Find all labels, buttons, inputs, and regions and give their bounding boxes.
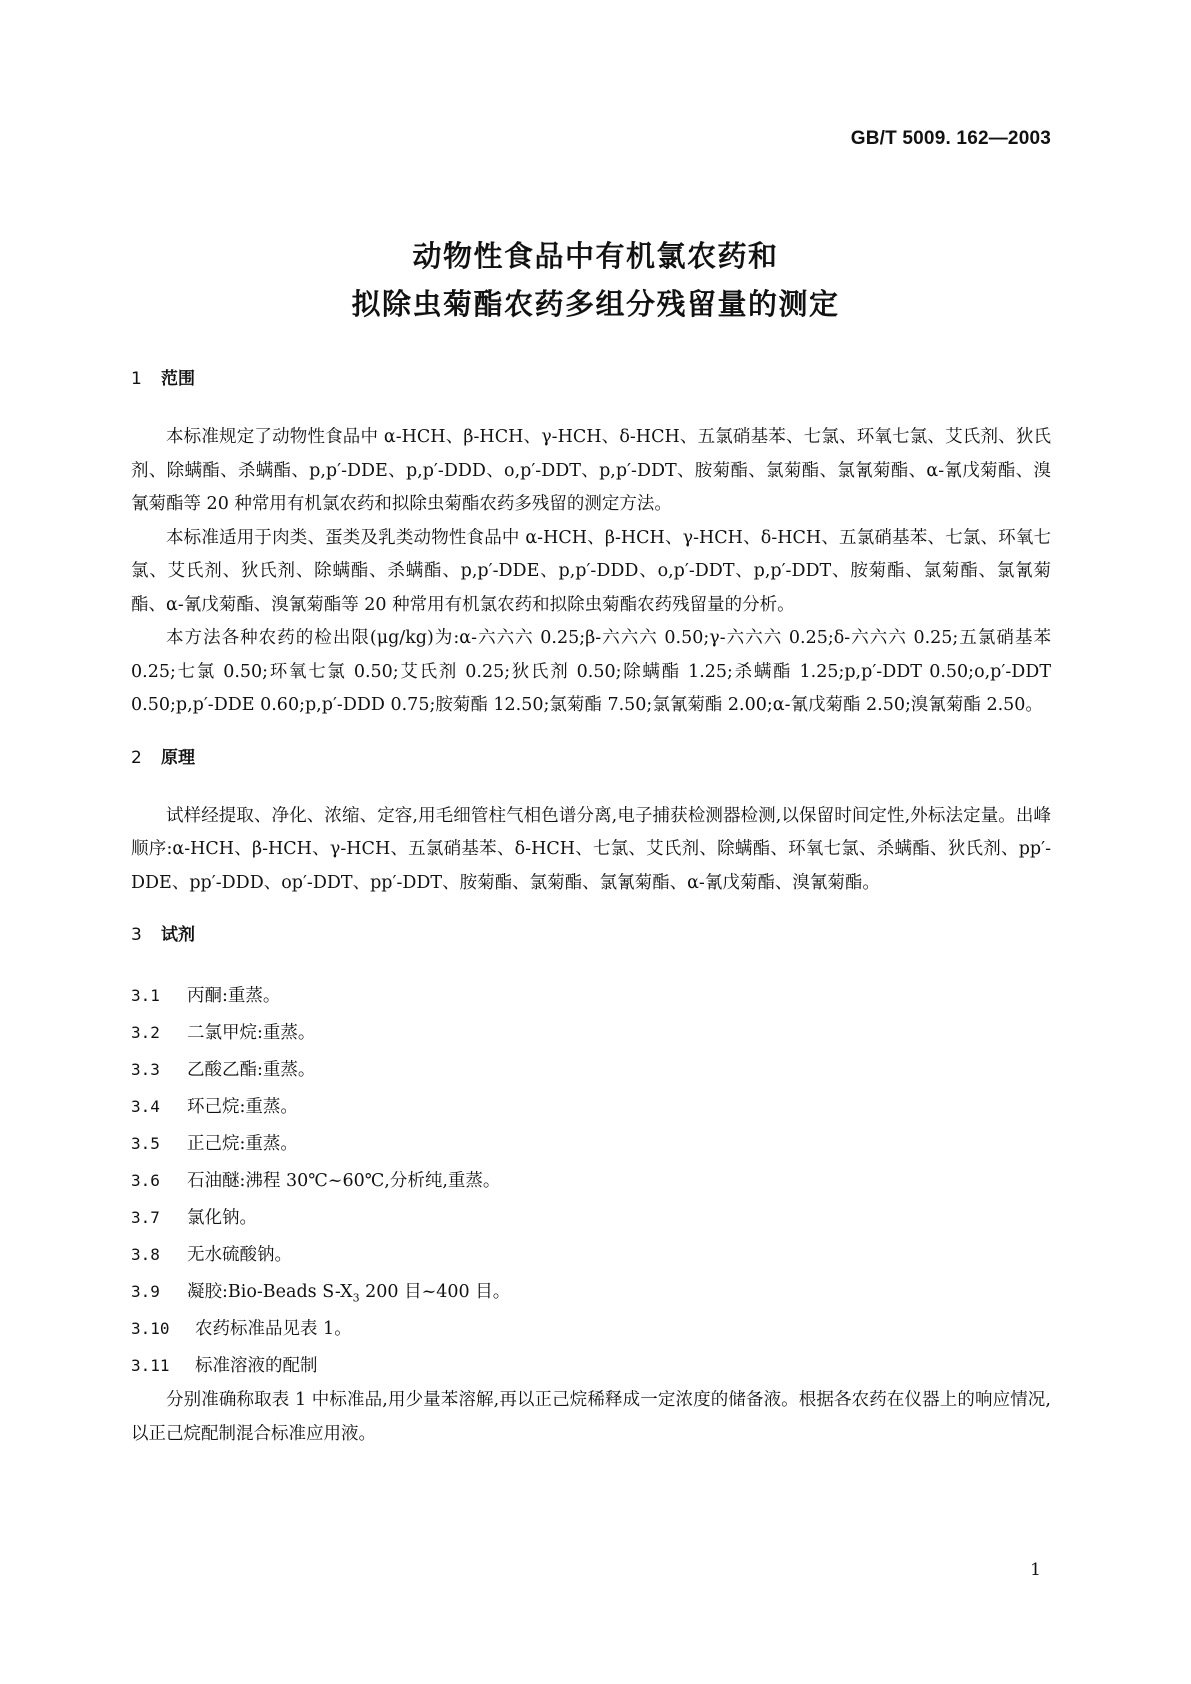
item-text: 石油醚:沸程 30℃~60℃,分析纯,重蒸。 [187, 1171, 501, 1191]
item-number: 3.2 [131, 1023, 160, 1042]
reagent-item [131, 1125, 1051, 1162]
reagent-item [131, 1347, 1051, 1384]
section-number: 2 [131, 747, 142, 768]
item-number: 3.3 [131, 1060, 160, 1079]
principle-paragraph: 试样经提取、净化、浓缩、定容,用毛细管柱气相色谱分离,电子捕获检测器检测,以保留时间定性,外标法定量。出峰顺序:α-HCH、β-HCH、γ-HCH、五氯硝基苯、δ-HCH、七氯、艾氏剂、除螨酯、环氧七氯、杀螨酯、狄氏剂、pp′-DDE、pp′-DDD、op′-DDT、pp′-DDT、胺菊酯、氯菊酯、氯氰菊酯、α-氰戊菊酯、溴氰菊酯。 [131, 805, 1051, 893]
item-text: 乙酸乙酯:重蒸。 [187, 1060, 316, 1080]
reagent-item [131, 1162, 1051, 1199]
reagent-item [131, 1310, 1051, 1347]
reagent-item [131, 977, 1051, 1014]
item-number: 3.10 [131, 1319, 170, 1338]
reagent-item [131, 1199, 1051, 1236]
section-title: 试剂 [161, 925, 195, 945]
item-text-subscript: 3 [352, 1291, 360, 1305]
title-line-2: 拟除虫菊酯农药多组分残留量的测定 [351, 287, 840, 321]
item-number: 3.9 [131, 1282, 160, 1301]
reagents-final-paragraph: 分别准确称取表 1 中标准品,用少量苯溶解,再以正己烷稀释成一定浓度的储备液。根据各农药在仪器上的响应情况,以正己烷配制混合标准应用液。 [131, 1390, 1051, 1444]
item-text: 农药标准品见表 1。 [195, 1319, 352, 1339]
item-text: 氯化钠。 [187, 1208, 257, 1228]
reagent-item [131, 1236, 1051, 1273]
reagent-item [131, 1088, 1051, 1125]
item-number: 3.7 [131, 1208, 160, 1227]
reagent-item [131, 1051, 1051, 1088]
item-number: 3.6 [131, 1171, 160, 1190]
item-text: 丙酮:重蒸。 [187, 986, 281, 1006]
section-heading-principle [131, 744, 1051, 772]
item-text-main: 凝胶:Bio-Beads S-X [187, 1282, 353, 1302]
section-heading-reagents [131, 921, 1051, 949]
scope-paragraph-1: 本标准规定了动物性食品中 α-HCH、β-HCH、γ-HCH、δ-HCH、五氯硝基苯、七氯、环氧七氯、艾氏剂、狄氏剂、除螨酯、杀螨酯、p,p′-DDE、p,p′-DDD、o,p′-DDT、p,p′-DDT、胺菊酯、氯菊酯、氯氰菊酯、α-氰戊菊酯、溴氰菊酯等 20 种常用有机氯农药和拟除虫菊酯农药多残留的测定方法。 [131, 427, 1051, 514]
item-text: 环己烷:重蒸。 [187, 1097, 298, 1117]
document-body [131, 365, 1051, 1451]
document-title [0, 232, 1191, 328]
section-title: 范围 [161, 369, 195, 389]
item-number: 3.5 [131, 1134, 160, 1153]
reagent-item [131, 1273, 1051, 1310]
item-text [187, 1282, 511, 1305]
page-number: 1 [1030, 1560, 1041, 1580]
item-number: 3.11 [131, 1356, 170, 1375]
item-text: 正己烷:重蒸。 [187, 1134, 298, 1154]
section-number: 1 [131, 369, 142, 389]
reagent-item [131, 1014, 1051, 1051]
item-text: 二氯甲烷:重蒸。 [187, 1023, 316, 1043]
scope-paragraph-2: 本标准适用于肉类、蛋类及乳类动物性食品中 α-HCH、β-HCH、γ-HCH、δ-HCH、五氯硝基苯、七氯、环氧七氯、艾氏剂、狄氏剂、除螨酯、杀螨酯、p,p′-DDE、p,p′-DDD、o,p′-DDT、p,p′-DDT、胺菊酯、氯菊酯、氯氰菊酯、α-氰戊菊酯、溴氰菊酯等 20 种常用有机氯农药和拟除虫菊酯农药残留量的分析。 [131, 527, 1051, 615]
section-number: 3 [131, 925, 142, 945]
item-number: 3.8 [131, 1245, 160, 1264]
item-number: 3.4 [131, 1097, 160, 1116]
item-text: 标准溶液的配制 [195, 1356, 318, 1376]
scope-paragraph-3: 本方法各种农药的检出限(μg/kg)为:α-六六六 0.25;β-六六六 0.50;γ-六六六 0.25;δ-六六六 0.25;五氯硝基苯 0.25;七氯 0.50;环氧七氯 0.50;艾氏剂 0.25;狄氏剂 0.50;除螨酯 1.25;杀螨酯 1.25;p,p′-DDT 0.50;o,p′-DDT 0.50;p,p′-DDE 0.60;p,p′-DDD 0.75;胺菊酯 12.50;氯菊酯 7.50;氯氰菊酯 2.00;α-氰戊菊酯 2.50;溴氰菊酯 2.50。 [131, 628, 1051, 715]
section-title: 原理 [161, 747, 195, 768]
item-text-tail: 200 目~400 目。 [359, 1282, 511, 1302]
item-number: 3.1 [131, 986, 160, 1005]
section-heading-scope [131, 365, 1051, 393]
title-line-1: 动物性食品中有机氯农药和 [412, 239, 779, 273]
standard-code: GB/T 5009. 162—2003 [850, 128, 1051, 149]
item-text: 无水硫酸钠。 [187, 1245, 292, 1265]
